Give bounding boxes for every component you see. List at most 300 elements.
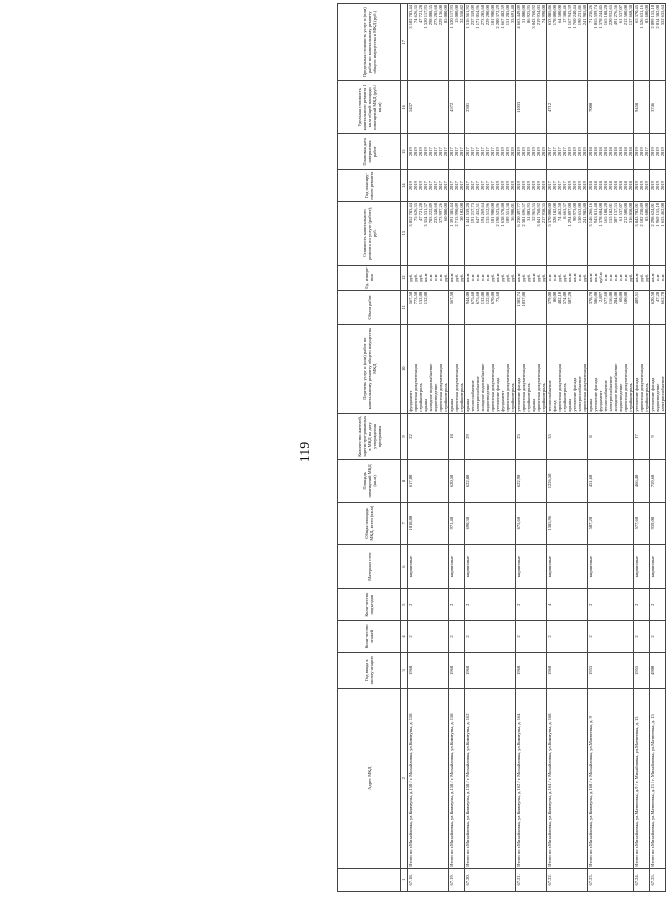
cell-line: 2019 (510, 181, 515, 191)
column-header: Коли-чество этажей (338, 621, 401, 653)
cell-line: кв.м (531, 273, 536, 282)
cell-line: 47,20 (655, 291, 660, 303)
column-number: 7 (401, 502, 408, 544)
cell-line: 2018 (593, 147, 598, 157)
cell-line: 2 099 155,10 (650, 5, 655, 29)
entrances-cell: 2 (449, 589, 465, 621)
volume-cell (547, 290, 588, 324)
cell-line: 241 985,80 (582, 203, 587, 224)
cell-line: кв.м (634, 273, 639, 282)
cell-line: 3 146 266,16 (588, 203, 593, 227)
cell-line: проектная документация (454, 363, 459, 412)
unit-cell (465, 265, 516, 290)
cell-line: 2017 (562, 181, 567, 191)
volume-cell (449, 290, 465, 324)
cell-line: руб. (644, 273, 649, 282)
specific-cost-cell: 11033 (516, 81, 547, 134)
cell-line: 2018 (623, 147, 628, 157)
column-header: Количество жителей, зарегистри-рованных в МКД на дату утверждения программы (338, 413, 401, 460)
cell-line: 2 198 523,96 (495, 203, 500, 227)
row-number: 67.21. (516, 868, 547, 891)
cell-line: 567,50 (408, 291, 413, 305)
plan-year-cell (547, 170, 588, 202)
cell-line: 2018 (593, 181, 598, 191)
floors-cell: 2 (408, 621, 449, 653)
cell-line: 2017 (562, 147, 567, 157)
cell-line: п.м (470, 274, 475, 281)
cell-line: 574,00 (562, 291, 567, 305)
residents-cell: 22 (408, 413, 449, 460)
cell-line: 64 500,00 (557, 5, 562, 23)
cell-line: 60,00 (618, 291, 623, 303)
cell-line: руб. (413, 273, 418, 282)
cell-line: 273 285,68 (433, 5, 438, 26)
cell-line: п.м (552, 274, 557, 281)
cell-line: фасад (552, 400, 557, 412)
cell-line: крыша (588, 398, 593, 412)
max-cost-cell (650, 4, 666, 81)
residents-cell: 18 (449, 413, 465, 460)
max-cost-cell (465, 4, 516, 81)
total-area-cell: 1018,80 (408, 502, 449, 544)
cell-line: 83 600,00 (644, 203, 649, 222)
address-cell: Итого по г.Михайловка, ул.Коммуны, д.158 / г. Михайловка, ул.Коммуны, д. 162 (465, 688, 516, 868)
cell-line: 165 188,20 (603, 5, 608, 26)
column-number: 14 (401, 170, 408, 202)
specific-cost-cell: 7000 (588, 81, 634, 134)
plan-year-cell (408, 170, 449, 202)
cell-line: п.м (608, 274, 613, 281)
specific-cost-cell: 5437 (408, 81, 449, 134)
max-cost-cell (588, 4, 634, 81)
finish-date-cell (408, 134, 449, 170)
column-number: 16 (401, 81, 408, 134)
cell-line: 2018 (598, 147, 603, 157)
cell-line: руб. (408, 273, 413, 282)
cell-line: п.м (480, 274, 485, 281)
cell-line: п.м (660, 274, 665, 281)
table-row (516, 4, 547, 892)
specific-cost-cell: 2301 (465, 81, 516, 134)
cell-line: 567,50 (449, 291, 454, 305)
max-cost-cell (449, 4, 465, 81)
cell-line: 2018 (628, 147, 633, 157)
cell-line: 2019 (582, 181, 587, 191)
cell-line: руб. (639, 273, 644, 282)
cell-line: 577,60 (603, 291, 608, 305)
year-cell: 4900 (650, 652, 666, 688)
cell-line: 3 041 760,92 (536, 203, 541, 227)
cell-line: кв.м (588, 273, 593, 282)
cell-line: стройконтроль (562, 383, 567, 412)
cell-line: 2017 (644, 147, 649, 157)
works-cell (650, 324, 666, 413)
cell-line: 2 298 624,01 (650, 203, 655, 227)
cell-line: 241 985,80 (582, 5, 587, 26)
table-row (465, 4, 516, 892)
column-number: 1 (401, 868, 408, 891)
cell-line: 2019 (536, 147, 541, 157)
cell-line: 2019 (418, 181, 423, 191)
cell-line: 2018 (623, 181, 628, 191)
cell-line: 2019 (408, 147, 413, 157)
premises-area-cell: 617,00 (408, 460, 449, 502)
residents-cell: 29 (465, 413, 516, 460)
unit-cell (408, 265, 449, 290)
cell-line: руб. (454, 273, 459, 282)
premises-area-cell: 759,60 (650, 460, 666, 502)
cell-line: руб. (526, 273, 531, 282)
cell-line: п.м (428, 274, 433, 281)
unit-cell (588, 265, 634, 290)
cell-line: 3 354 531,37 (423, 203, 428, 227)
cell-line: 670,00 (490, 291, 495, 305)
cell-line: 1 378 604,00 (598, 203, 603, 227)
cell-line: 2017 (480, 147, 485, 157)
cell-line: 33 691,48 (510, 5, 515, 23)
column-number: 3 (401, 652, 408, 688)
cell-line: 773,50 (413, 291, 418, 305)
cell-line: руб. (505, 273, 510, 282)
cell-line: 2019 (526, 147, 531, 157)
cell-line: 2019 (660, 181, 665, 191)
cell-line: 633 085,86 (547, 5, 552, 26)
cell-line: 61 537,07 (618, 203, 623, 222)
cell-line: проектная документация (536, 363, 541, 412)
cell-line: 229 136,00 (438, 5, 443, 26)
residents-cell: 8 (588, 413, 634, 460)
cell-line: руб. (459, 273, 464, 282)
cell-line: 101 900,00 (490, 5, 495, 26)
cell-line: 1 638 578,80 (500, 203, 505, 227)
cell-line: 2017 (449, 147, 454, 157)
cell-line: 2019 (567, 147, 572, 157)
cell-line: 2 102 230,89 (639, 203, 644, 227)
cell-line: 2017 (449, 181, 454, 191)
cell-line: 2019 (655, 181, 660, 191)
year-cell: 1960 (449, 652, 465, 688)
cell-line: 32 558,82 (459, 5, 464, 23)
cell-line: теплоснабжение (470, 380, 475, 412)
cell-line: 86 925,95 (526, 5, 531, 23)
cell-line: водоотведение (618, 383, 623, 412)
cell-line: 212 500,00 (623, 5, 628, 26)
cost-cell (516, 202, 547, 266)
cell-line: 316 858,00 (628, 203, 633, 224)
cell-line: 2017 (443, 181, 448, 191)
cell-line: 1 516 561,92 (465, 5, 470, 29)
cell-line: 489,51 (634, 291, 639, 305)
cell-line: 30 102,00 (459, 203, 464, 222)
column-number: 13 (401, 202, 408, 266)
cell-line: 130 652,00 (577, 203, 582, 224)
cell-line: 194 269,64 (480, 203, 485, 224)
cell-line: руб. (500, 273, 505, 282)
cell-line: 2019 (634, 181, 639, 191)
cell-line: 2019 (639, 147, 644, 157)
column-number: 15 (401, 134, 408, 170)
cell-line: утепление фасада (634, 377, 639, 412)
cell-line: 373 997,26 (438, 203, 443, 224)
address-cell: Итого по г.Михайловка, ул.Коммуны, д.162 / г. Михайловка, ул.Коммуны, д. 164 (516, 688, 547, 868)
cell-line: 2017 (470, 147, 475, 157)
cell-line: теплоснабжение (547, 380, 552, 412)
cell-line: кв.м (650, 273, 655, 282)
cell-line: руб. (510, 273, 515, 282)
year-cell: 1960 (408, 652, 449, 688)
cell-line: 2018 (618, 181, 623, 191)
cost-cell (634, 202, 650, 266)
plan-year-cell (634, 170, 650, 202)
table-row (634, 4, 650, 892)
cell-line: проектная документация (557, 363, 562, 412)
cell-line: кв.м (423, 273, 428, 282)
header-row (338, 4, 401, 892)
column-number: 10 (401, 324, 408, 413)
cost-cell (547, 202, 588, 266)
cell-line: электроснабжение (608, 376, 613, 412)
cell-line: 2019 (650, 181, 655, 191)
cell-line: 507,20 (567, 291, 572, 305)
address-cell: Итого по г.Михайловка, ул.Матвеевка, д.9 / г. Михайловка, ул.Матвеевка, д. 13 (634, 688, 650, 868)
column-header: Год ввода в эксплу-атацию (338, 652, 401, 688)
cell-line: 2019 (541, 181, 546, 191)
cell-line: 36 908,01 (510, 203, 515, 222)
cell-line: 31 003,93 (526, 203, 531, 222)
cost-cell (408, 202, 449, 266)
cell-line: 2017 (475, 147, 480, 157)
cell-line: п.м (618, 274, 623, 281)
column-header: Предельная стоимость услуг и (или) работ по капитальному ремонту общего имущества в МКД (руб.) (338, 4, 401, 81)
premises-area-cell: 622,80 (465, 460, 516, 502)
column-header: Площадь помещений МКД (кв.м) (338, 460, 401, 502)
cell-line: руб. (521, 273, 526, 282)
total-area-cell: 1385,96 (547, 502, 588, 544)
cell-line: 137 668,30 (628, 5, 633, 26)
cell-line: 132,00 (480, 291, 485, 305)
cell-line: 307 137,53 (613, 203, 618, 224)
cell-line: 2019 (516, 181, 521, 191)
cell-line: холодное водоснабжение (480, 363, 485, 412)
plan-year-cell (465, 170, 516, 202)
specific-cost-cell: 9458 (634, 81, 650, 134)
finish-date-cell (547, 134, 588, 170)
cell-line: 2018 (608, 181, 613, 191)
cell-line: п.м (655, 274, 660, 281)
cell-line: 2017 (433, 181, 438, 191)
cell-line: 482,10 (557, 291, 562, 305)
cell-line: 2019 (536, 181, 541, 191)
cell-line: руб. (628, 273, 633, 282)
cell-line: 3 052 783,44 (408, 203, 413, 227)
cell-line: 2 200 372,29 (495, 5, 500, 29)
row-number: 67.18. (408, 868, 449, 891)
cell-line: 379,00 (547, 291, 552, 305)
plan-year-cell (588, 170, 634, 202)
cell-line: 2017 (475, 181, 480, 191)
cell-line: 675,60 (470, 291, 475, 305)
cell-line: стройконтроль (443, 383, 448, 412)
unit-cell (547, 265, 588, 290)
table-row (408, 4, 449, 892)
specific-cost-cell: 4572 (449, 81, 465, 134)
works-cell (547, 324, 588, 413)
cell-line: 2019 (505, 147, 510, 157)
cell-line: водоотведение (433, 383, 438, 412)
volume-cell (516, 290, 547, 324)
cell-line: кв.м (572, 273, 577, 282)
cell-line: фундамент (598, 390, 603, 412)
plan-year-cell (650, 170, 666, 202)
total-area-cell: 939,00 (650, 502, 666, 544)
row-number: 67.19. (449, 868, 465, 891)
works-cell (516, 324, 547, 413)
cell-line: проектная документация (505, 363, 510, 412)
cell-line: 2017 (459, 147, 464, 157)
cell-line: водоотведение (655, 383, 660, 412)
cell-line: 3 043 760,92 (531, 5, 536, 29)
year-cell: 1955 (634, 652, 650, 688)
cell-line: 662,70 (660, 291, 665, 305)
address-cell: Итого по г.Михайловка, ул.Коммуны, д.150 / г. Михайловка, ул.Коммуны, д. 158 (408, 688, 449, 868)
cell-line: 2019 (495, 147, 500, 157)
cell-line: кв.м (449, 273, 454, 282)
cell-line: фундамент (408, 390, 413, 412)
cell-line: 2018 (603, 181, 608, 191)
cell-line: 2017 (423, 181, 428, 191)
total-area-cell: 675,60 (516, 502, 547, 544)
cell-line: стройконтроль (459, 383, 464, 412)
column-number: 6 (401, 544, 408, 588)
column-header: Стоимость капитального ремонта по услуге (работе), руб. (338, 202, 401, 266)
cell-line: 2019 (660, 147, 665, 157)
cell-line: п.м (623, 274, 628, 281)
cell-line: 2019 (639, 181, 644, 191)
cell-line: 1037,00 (521, 291, 526, 307)
unit-cell (634, 265, 650, 290)
plan-year-cell (449, 170, 465, 202)
cell-line: утепление фасада (516, 377, 521, 412)
cell-line: водоотведение (485, 383, 490, 412)
cell-line: 31 000,00 (521, 5, 526, 23)
cell-line: проектная документация (438, 363, 443, 412)
cell-line: руб. (418, 273, 423, 282)
cell-line: электроснабжение (475, 376, 480, 412)
cell-line: 1 167 943,39 (567, 5, 572, 29)
column-header: Материал стен (338, 544, 401, 588)
cell-line: холодное водоснабжение (428, 363, 433, 412)
entrances-cell: 4 (547, 589, 588, 621)
max-cost-cell (547, 4, 588, 81)
cell-line: крыша (567, 398, 572, 412)
table-body (408, 4, 666, 892)
cell-line: руб. (490, 273, 495, 282)
column-header: Ед. измере-ния (338, 265, 401, 290)
works-cell (634, 324, 650, 413)
cell-line: 2018 (613, 147, 618, 157)
address-cell: Итого по г.Михайловка, ул.Матвеевка, д.13 / г. Михайловка, ул.Матвеевка, д. 15 (650, 688, 666, 868)
cell-line: 135 512,96 (485, 203, 490, 224)
cell-line: 1302,74 (516, 291, 521, 307)
cell-line: 2019 (418, 147, 423, 157)
volume-cell (650, 290, 666, 324)
floors-cell: 2 (449, 621, 465, 653)
volume-cell (465, 290, 516, 324)
cell-line: 178 000,00 (552, 5, 557, 26)
cell-line: 2017 (480, 181, 485, 191)
address-cell: Итого по г.Михайловка, ул.Коммуны, д.158 / г. Михайловка, ул.Коммуны, д. 158 (449, 688, 465, 868)
cell-line: 2019 (505, 181, 510, 191)
cell-line: 155 182,01 (608, 203, 613, 224)
works-cell (588, 324, 634, 413)
cell-line: 2017 (428, 147, 433, 157)
cell-line: стройконтроль (628, 383, 633, 412)
cell-line: 6 230 497,77 (516, 203, 521, 227)
address-cell: Итого по г.Михайловка, ул.Коммуны, д.168 / г. Михайловка, ул.Матвеевка, д. 9 (588, 688, 634, 868)
cell-line: 2019 (531, 181, 536, 191)
residents-cell: 17 (634, 413, 650, 460)
column-header (338, 868, 401, 891)
cell-line: 32 965,55 (531, 203, 536, 222)
column-number: 2 (401, 688, 408, 868)
cell-line: 2018 (588, 181, 593, 191)
premises-area-cell: 466,40 (634, 460, 650, 502)
cell-line: 2019 (567, 181, 572, 191)
cell-line: 61 537,07 (618, 5, 623, 23)
cell-line: крыша (423, 398, 428, 412)
total-area-cell: 577,60 (634, 502, 650, 544)
column-number: 8 (401, 460, 408, 502)
cell-line: 65 370,45 (634, 5, 639, 23)
cell-line: 2019 (526, 181, 531, 191)
cell-line: руб. (541, 273, 546, 282)
cell-line: 2017 (438, 147, 443, 157)
column-header: Адрес МКД (338, 688, 401, 868)
cell-line: куб.м (598, 272, 603, 283)
cell-line: 2019 (510, 147, 515, 157)
address-cell: Итого по г.Михайловка, ул.Коммуны, д.164 / г. Михайловка, ул.Коммуны, д. 168 (547, 688, 588, 868)
cell-line: 15 000,00 (454, 5, 459, 23)
cell-line: 2019 (495, 181, 500, 191)
cell-line: 47 721,28 (418, 5, 423, 23)
cell-line: стройконтроль (644, 383, 649, 412)
cell-line: 1 667 482,59 (500, 5, 505, 29)
cell-line: стройконтроль (541, 383, 546, 412)
cell-line: 2017 (465, 181, 470, 191)
cell-line: 74 990,00 (541, 5, 546, 23)
cell-line: 352 635,64 (660, 5, 665, 26)
cell-line: п.м (475, 274, 480, 281)
cell-line: проектная документация (582, 363, 587, 412)
cell-line: 151 285,00 (505, 5, 510, 26)
plan-year-cell (516, 170, 547, 202)
premises-area-cell: 1226,50 (547, 460, 588, 502)
cell-line: 2017 (438, 181, 443, 191)
cell-line: 3 843 702,01 (634, 203, 639, 227)
cell-line: стройконтроль (510, 383, 515, 412)
cell-line: теплоснабжение (603, 380, 608, 412)
wall-material-cell: кирпичные (634, 544, 650, 588)
column-header: Коли-чество подъездов (338, 589, 401, 621)
cell-line: кв.м (495, 273, 500, 282)
year-cell: 1960 (516, 652, 547, 688)
cell-line: 2017 (470, 181, 475, 191)
cell-line: 190 231,86 (577, 5, 582, 26)
cell-line: 3 102 783,44 (408, 5, 413, 29)
year-cell: 1960 (547, 652, 588, 688)
cell-line: 2017 (454, 147, 459, 157)
column-number: 17 (401, 4, 408, 81)
